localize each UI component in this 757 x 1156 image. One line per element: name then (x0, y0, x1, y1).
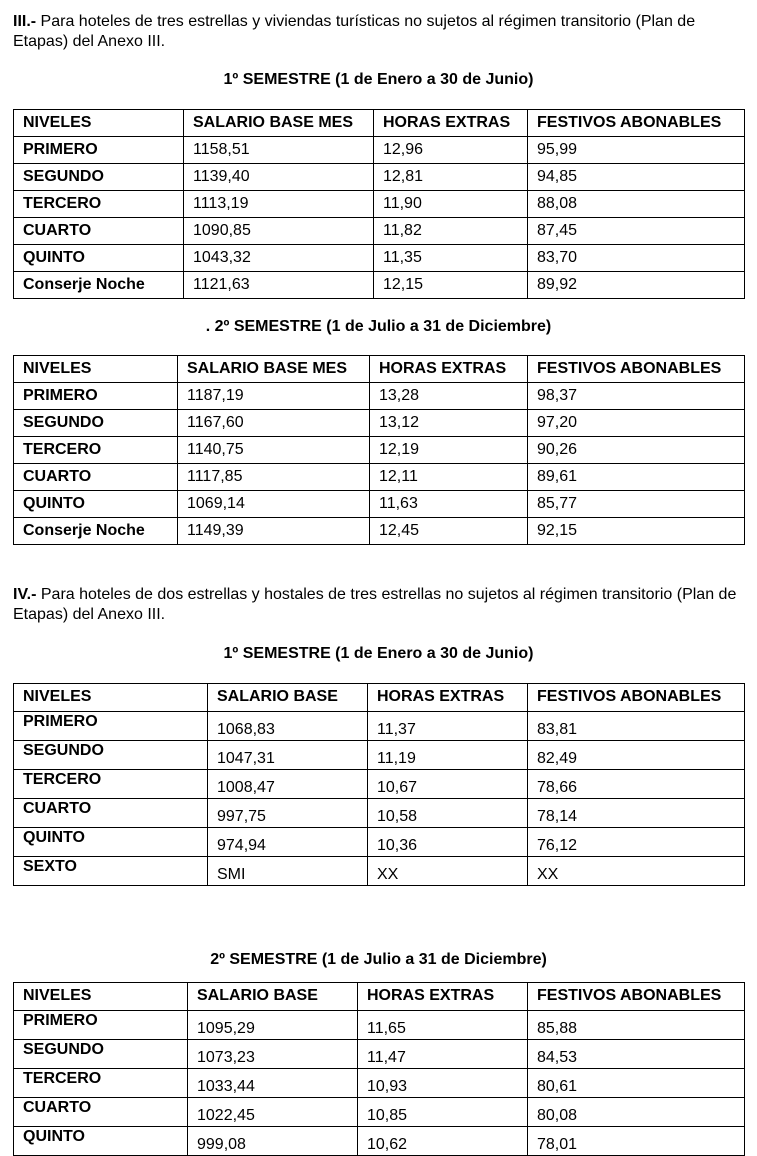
level-label: Conserje Noche (14, 272, 184, 299)
cell-salario-base: 1158,51 (184, 137, 374, 164)
column-header-festivos-abonables: FESTIVOS ABONABLES (528, 684, 745, 712)
cell-horas-extras: 11,65 (358, 1011, 528, 1040)
cell-horas-extras: 10,58 (368, 799, 528, 828)
cell-horas-extras: 10,36 (368, 828, 528, 857)
cell-salario-base: 1117,85 (178, 464, 370, 491)
column-header-salario-base: SALARIO BASE (188, 983, 358, 1011)
level-label: CUARTO (14, 218, 184, 245)
table-row (14, 464, 745, 491)
level-label: PRIMERO (14, 1011, 188, 1040)
level-label: CUARTO (14, 799, 208, 828)
section-text: Para hoteles de dos estrellas y hostales de tres estrellas no sujetos al régimen transitorio (Plan de Etapas) del Anexo III. (13, 586, 737, 623)
cell-salario-base: 997,75 (208, 799, 368, 828)
table-header-row (14, 356, 745, 383)
cell-festivos-abonables: 87,45 (528, 218, 745, 245)
cell-horas-extras: 11,90 (374, 191, 528, 218)
cell-festivos-abonables: 84,53 (528, 1040, 745, 1069)
salary-table-iv-2nd-semester (13, 982, 745, 1156)
salary-table-iii-2nd-semester (13, 355, 745, 545)
level-label: SEGUNDO (14, 741, 208, 770)
cell-festivos-abonables: 83,81 (528, 712, 745, 741)
cell-festivos-abonables: 90,26 (528, 437, 745, 464)
column-header-horas-extras: HORAS EXTRAS (370, 356, 528, 383)
table-row (14, 272, 745, 299)
section-number: IV.- (13, 586, 37, 603)
cell-salario-base: 1121,63 (184, 272, 374, 299)
table-header-row (14, 983, 745, 1011)
cell-salario-base: 1068,83 (208, 712, 368, 741)
cell-festivos-abonables: 92,15 (528, 518, 745, 545)
table-title: 1º SEMESTRE (1 de Enero a 30 de Junio) (223, 71, 534, 88)
table-header-row (14, 684, 745, 712)
table-title: 1º SEMESTRE (1 de Enero a 30 de Junio) (223, 645, 534, 662)
cell-festivos-abonables: 95,99 (528, 137, 745, 164)
table-title: 2º SEMESTRE (1 de Julio a 31 de Diciembre) (210, 951, 547, 968)
cell-horas-extras: 12,96 (374, 137, 528, 164)
cell-festivos-abonables: 78,01 (528, 1127, 745, 1156)
column-header-niveles: NIVELES (14, 684, 208, 712)
column-header-horas-extras: HORAS EXTRAS (358, 983, 528, 1011)
cell-horas-extras: 11,19 (368, 741, 528, 770)
cell-salario-base: 1167,60 (178, 410, 370, 437)
cell-festivos-abonables: 82,49 (528, 741, 745, 770)
table-row (14, 410, 745, 437)
cell-festivos-abonables: 80,61 (528, 1069, 745, 1098)
cell-horas-extras: 10,62 (358, 1127, 528, 1156)
column-header-niveles: NIVELES (14, 983, 188, 1011)
level-label: QUINTO (14, 491, 178, 518)
table-row (14, 437, 745, 464)
table-row (14, 857, 745, 886)
table-row (14, 1040, 745, 1069)
table-row (14, 137, 745, 164)
table-row (14, 218, 745, 245)
cell-horas-extras: 13,12 (370, 410, 528, 437)
cell-salario-base: 1069,14 (178, 491, 370, 518)
cell-horas-extras: 12,15 (374, 272, 528, 299)
cell-horas-extras: 10,85 (358, 1098, 528, 1127)
table-title: . 2º SEMESTRE (1 de Julio a 31 de Diciembre) (205, 318, 552, 335)
level-label: TERCERO (14, 437, 178, 464)
cell-festivos-abonables: 98,37 (528, 383, 745, 410)
cell-festivos-abonables: 89,61 (528, 464, 745, 491)
cell-horas-extras: 12,11 (370, 464, 528, 491)
level-label: PRIMERO (14, 383, 178, 410)
cell-festivos-abonables: XX (528, 857, 745, 886)
cell-salario-base: 974,94 (208, 828, 368, 857)
cell-festivos-abonables: 97,20 (528, 410, 745, 437)
cell-horas-extras: 11,47 (358, 1040, 528, 1069)
table-row (14, 1127, 745, 1156)
cell-horas-extras: 11,37 (368, 712, 528, 741)
cell-horas-extras: 10,67 (368, 770, 528, 799)
cell-festivos-abonables: 85,88 (528, 1011, 745, 1040)
column-header-festivos-abonables: FESTIVOS ABONABLES (528, 356, 745, 383)
table-row (14, 770, 745, 799)
table-row (14, 164, 745, 191)
cell-salario-base: 1095,29 (188, 1011, 358, 1040)
level-label: TERCERO (14, 770, 208, 799)
cell-festivos-abonables: 83,70 (528, 245, 745, 272)
level-label: CUARTO (14, 464, 178, 491)
column-header-festivos-abonables: FESTIVOS ABONABLES (528, 983, 745, 1011)
cell-festivos-abonables: 85,77 (528, 491, 745, 518)
table-row (14, 1069, 745, 1098)
table-row (14, 383, 745, 410)
level-label: Conserje Noche (14, 518, 178, 545)
section-text: Para hoteles de tres estrellas y viviendas turísticas no sujetos al régimen transitorio (Plan de Etapas) del Anexo III. (13, 13, 696, 50)
level-label: TERCERO (14, 1069, 188, 1098)
cell-salario-base: 1043,32 (184, 245, 374, 272)
level-label: SEGUNDO (14, 164, 184, 191)
cell-salario-base: 1022,45 (188, 1098, 358, 1127)
table-row (14, 741, 745, 770)
column-header-salario-base: SALARIO BASE (208, 684, 368, 712)
level-label: QUINTO (14, 245, 184, 272)
column-header-niveles: NIVELES (14, 356, 178, 383)
cell-salario-base: 999,08 (188, 1127, 358, 1156)
column-header-salario-base: SALARIO BASE MES (184, 110, 374, 137)
cell-salario-base: 1187,19 (178, 383, 370, 410)
cell-horas-extras: 11,63 (370, 491, 528, 518)
level-label: TERCERO (14, 191, 184, 218)
cell-horas-extras: 11,82 (374, 218, 528, 245)
section-iv-intro (13, 585, 748, 625)
column-header-horas-extras: HORAS EXTRAS (368, 684, 528, 712)
cell-festivos-abonables: 76,12 (528, 828, 745, 857)
cell-salario-base: 1073,23 (188, 1040, 358, 1069)
table-header-row (14, 110, 745, 137)
section-iii-intro (13, 12, 748, 52)
table-row (14, 828, 745, 857)
section-number: III.- (13, 13, 37, 30)
cell-horas-extras: XX (368, 857, 528, 886)
level-label: CUARTO (14, 1098, 188, 1127)
level-label: PRIMERO (14, 712, 208, 741)
level-label: SEGUNDO (14, 1040, 188, 1069)
cell-horas-extras: 10,93 (358, 1069, 528, 1098)
salary-table-iv-1st-semester (13, 683, 745, 886)
cell-horas-extras: 11,35 (374, 245, 528, 272)
table-row (14, 1098, 745, 1127)
column-header-festivos-abonables: FESTIVOS ABONABLES (528, 110, 745, 137)
cell-salario-base: 1149,39 (178, 518, 370, 545)
cell-horas-extras: 13,28 (370, 383, 528, 410)
cell-salario-base: 1113,19 (184, 191, 374, 218)
level-label: QUINTO (14, 828, 208, 857)
level-label: SEGUNDO (14, 410, 178, 437)
cell-horas-extras: 12,19 (370, 437, 528, 464)
cell-salario-base: SMI (208, 857, 368, 886)
table-row (14, 491, 745, 518)
cell-salario-base: 1033,44 (188, 1069, 358, 1098)
table-row (14, 191, 745, 218)
salary-table-iii-1st-semester (13, 109, 745, 299)
cell-horas-extras: 12,81 (374, 164, 528, 191)
column-header-horas-extras: HORAS EXTRAS (374, 110, 528, 137)
level-label: SEXTO (14, 857, 208, 886)
cell-festivos-abonables: 78,14 (528, 799, 745, 828)
table-row (14, 1011, 745, 1040)
cell-salario-base: 1140,75 (178, 437, 370, 464)
column-header-salario-base: SALARIO BASE MES (178, 356, 370, 383)
cell-festivos-abonables: 78,66 (528, 770, 745, 799)
cell-horas-extras: 12,45 (370, 518, 528, 545)
level-label: PRIMERO (14, 137, 184, 164)
table-row (14, 245, 745, 272)
table-row (14, 799, 745, 828)
cell-salario-base: 1047,31 (208, 741, 368, 770)
table-row (14, 518, 745, 545)
cell-festivos-abonables: 94,85 (528, 164, 745, 191)
cell-salario-base: 1090,85 (184, 218, 374, 245)
cell-festivos-abonables: 89,92 (528, 272, 745, 299)
level-label: QUINTO (14, 1127, 188, 1156)
cell-salario-base: 1008,47 (208, 770, 368, 799)
cell-festivos-abonables: 80,08 (528, 1098, 745, 1127)
column-header-niveles: NIVELES (14, 110, 184, 137)
cell-salario-base: 1139,40 (184, 164, 374, 191)
table-row (14, 712, 745, 741)
cell-festivos-abonables: 88,08 (528, 191, 745, 218)
